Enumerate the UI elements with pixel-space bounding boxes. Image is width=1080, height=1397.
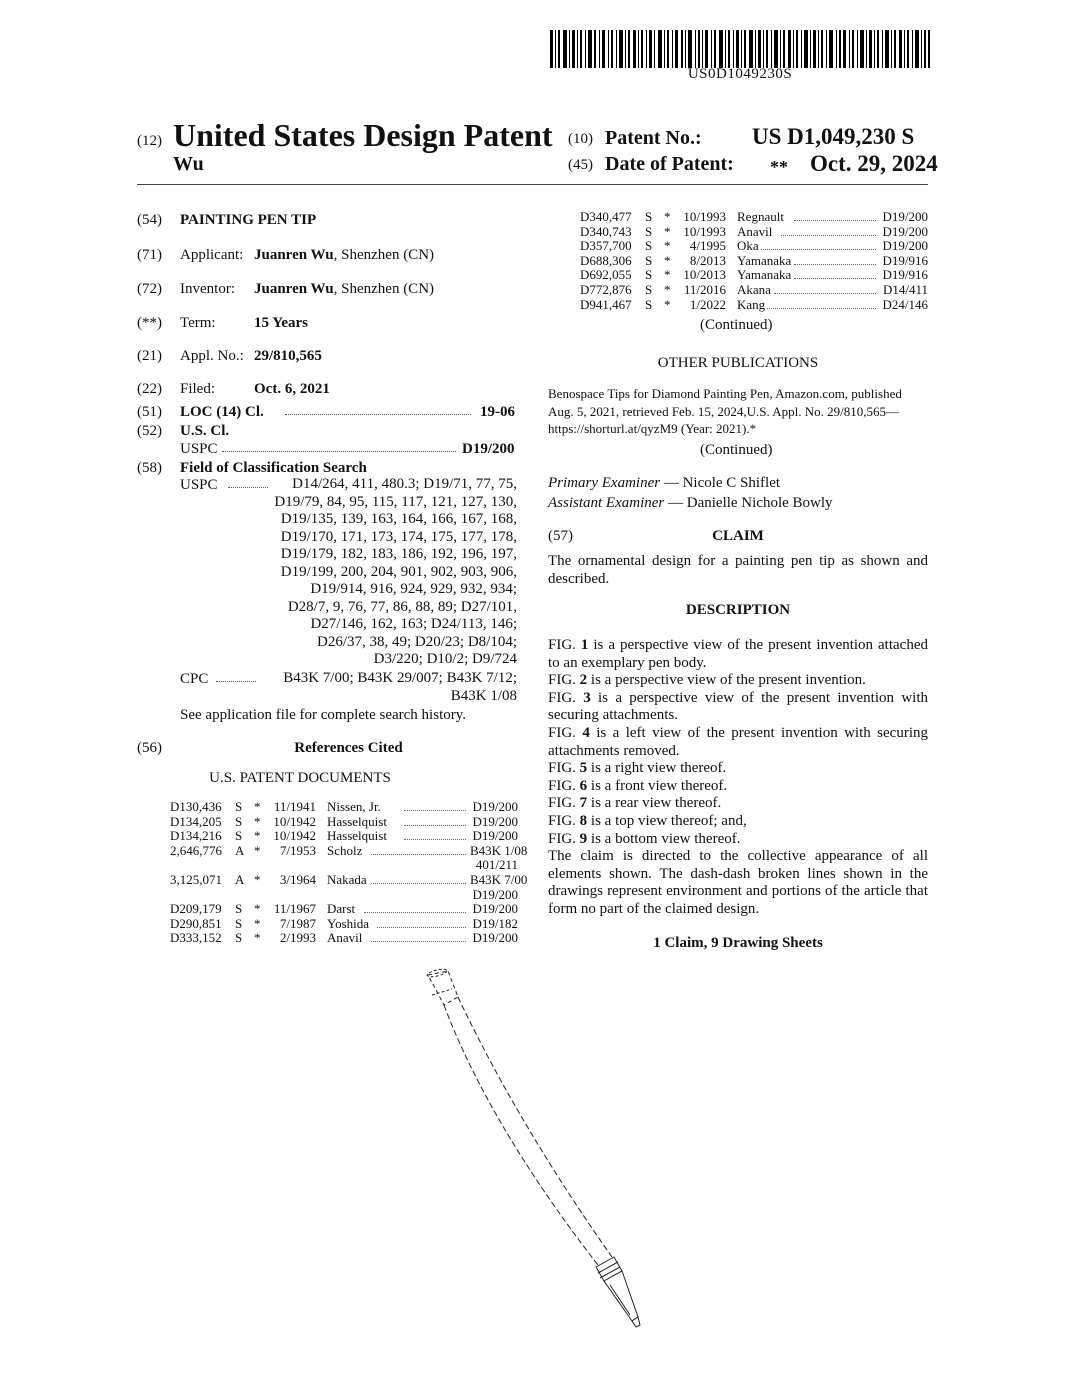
primary-examiner: Primary Examiner — Nicole C Shiflet xyxy=(548,475,781,491)
field-52-code: (52) xyxy=(137,423,162,439)
ref-number: D772,876 xyxy=(580,282,632,297)
field-56-code: (56) xyxy=(137,740,162,756)
ref-name: Regnault xyxy=(737,209,784,224)
leader-dots xyxy=(404,815,466,826)
us-cl-label: U.S. Cl. xyxy=(180,423,230,439)
leader-dots xyxy=(404,829,466,840)
leader-dots xyxy=(371,873,466,884)
code-10: (10) xyxy=(568,131,593,147)
leader-dots xyxy=(794,210,876,221)
field-of-search-label: Field of Classification Search xyxy=(180,460,367,476)
applicant: Juanren Wu, Shenzhen (CN) xyxy=(254,247,435,263)
ref-date: 11/1941 xyxy=(273,799,316,814)
ref-kind: S xyxy=(645,282,653,297)
ref-date: 3/1964 xyxy=(279,872,316,887)
reference-row xyxy=(580,283,928,298)
ref-name: Nakada xyxy=(327,872,367,887)
ref-kind: S xyxy=(645,267,653,283)
search-uspc-line: D27/146, 162, 163; D24/113, 146; xyxy=(310,616,517,632)
ref-number: D290,851 xyxy=(170,915,222,931)
applicant-label: Applicant: xyxy=(180,247,244,263)
ref-star: * xyxy=(664,252,671,268)
ref-name: Akana xyxy=(737,282,771,297)
header-rule xyxy=(137,184,928,185)
reference-row xyxy=(580,298,928,313)
ref-name: Anavil xyxy=(737,223,773,239)
ref-date: 7/1953 xyxy=(279,842,316,858)
ref-name: Yamanaka xyxy=(737,267,792,283)
leader-dots xyxy=(794,254,876,265)
ref-date: 10/1993 xyxy=(683,223,726,239)
ref-name: Anavil xyxy=(327,930,363,946)
ref-class: D14/411 xyxy=(882,282,928,297)
ref-class: D19/200 xyxy=(472,901,518,917)
date-mark: ** xyxy=(770,157,788,177)
ref-star: * xyxy=(664,223,671,239)
term-value: 15 Years xyxy=(254,315,309,331)
ref-number: D333,152 xyxy=(170,930,222,946)
ref-class: D19/200 xyxy=(472,886,518,902)
figure-description: FIG. 2 is a perspective view of the present invention. xyxy=(548,672,866,689)
ref-class: D19/200 xyxy=(882,238,928,254)
filed-date: Oct. 6, 2021 xyxy=(254,381,330,397)
field-54-code: (54) xyxy=(137,212,162,228)
ref-kind: S xyxy=(645,252,653,268)
ref-star: * xyxy=(664,267,671,283)
reference-row xyxy=(580,210,928,225)
closing-statement: The claim is directed to the collective appearance of all elements shown. The dash-dash broken lines shown in the drawings represent environment and portions of the article that form no part of the claimed design. xyxy=(548,848,928,917)
search-uspc-line: D14/264, 411, 480.3; D19/71, 77, 75, xyxy=(292,476,517,492)
ref-name: Yoshida xyxy=(327,915,370,931)
references-table-left xyxy=(170,799,528,950)
date-of-patent-label: Date of Patent: xyxy=(605,153,734,175)
appl-no-label: Appl. No.: xyxy=(180,348,244,364)
ref-star: * xyxy=(254,799,261,814)
ref-number: D941,467 xyxy=(580,296,632,312)
continued-note: (Continued) xyxy=(700,317,773,333)
leader-dots xyxy=(285,414,471,415)
search-uspc-line: D26/37, 38, 49; D20/23; D8/104; xyxy=(316,633,517,650)
ref-date: 2/1993 xyxy=(279,930,316,946)
ref-date: 11/1967 xyxy=(273,901,316,917)
ref-class: B43K 7/00 xyxy=(470,872,528,887)
ref-class: D19/200 xyxy=(472,828,518,844)
ref-class: D19/200 xyxy=(882,209,928,224)
ref-number: D340,477 xyxy=(580,209,632,224)
publication-line: Aug. 5, 2021, retrieved Feb. 15, 2024,U.S. Appl. No. 29/810,565— xyxy=(548,403,899,419)
ref-kind: S xyxy=(235,813,243,829)
ref-number: D130,436 xyxy=(170,799,222,814)
ref-star: * xyxy=(254,842,261,858)
ref-date: 8/2013 xyxy=(689,252,726,268)
ref-number: D340,743 xyxy=(580,223,632,239)
reference-row xyxy=(580,239,928,254)
figure-description: FIG. 6 is a front view thereof. xyxy=(548,777,728,794)
ref-kind: S xyxy=(235,915,243,931)
search-uspc-line: D19/170, 171, 173, 174, 175, 177, 178, xyxy=(280,528,517,545)
ref-class: D19/200 xyxy=(472,930,518,946)
ref-kind: S xyxy=(645,296,653,312)
ref-star: * xyxy=(254,915,261,931)
search-history-note: See application file for complete search history. xyxy=(180,707,467,723)
ref-star: * xyxy=(254,828,261,844)
ref-class: D19/200 xyxy=(472,799,518,814)
ref-number: D357,700 xyxy=(580,238,632,254)
reference-row xyxy=(170,829,518,844)
ref-number: 2,646,776 xyxy=(170,842,222,858)
leader-dots xyxy=(377,917,466,928)
leader-dots xyxy=(404,800,466,811)
assistant-examiner: Assistant Examiner — Danielle Nichole Bowly xyxy=(548,495,833,511)
appl-no: 29/810,565 xyxy=(254,348,322,364)
leader-dots xyxy=(371,844,466,855)
publication-line: Benospace Tips for Diamond Painting Pen, Amazon.com, published xyxy=(548,386,902,401)
ref-star: * xyxy=(254,813,261,829)
ref-star: * xyxy=(664,238,671,254)
cpc-label: CPC xyxy=(180,671,209,687)
field-72-code: (72) xyxy=(137,281,162,297)
term-label: Term: xyxy=(180,315,216,331)
barcode-number: US0D1049230S xyxy=(687,66,793,82)
ref-number: D134,216 xyxy=(170,828,222,844)
ref-number: D688,306 xyxy=(580,252,632,268)
pen-drawing xyxy=(400,965,660,1335)
reference-row xyxy=(170,872,528,888)
ref-kind: S xyxy=(645,209,653,224)
continued-note: (Continued) xyxy=(700,442,773,458)
ref-star: * xyxy=(254,930,261,946)
field-21-code: (21) xyxy=(137,348,162,364)
leader-dots xyxy=(781,225,876,236)
references-table-right xyxy=(580,210,928,315)
ref-star: * xyxy=(664,209,671,224)
ref-star: * xyxy=(664,296,671,312)
ref-kind: S xyxy=(645,223,653,239)
ref-class: D19/916 xyxy=(882,252,928,268)
cpc-line: B43K 7/00; B43K 29/007; B43K 7/12; xyxy=(283,670,517,686)
ref-name: Darst xyxy=(327,901,356,917)
publication-line: https://shorturl.at/qyzM9 (Year: 2021).* xyxy=(548,421,757,436)
reference-row xyxy=(170,931,518,946)
loc-value: 19-06 xyxy=(480,404,515,420)
patent-number: US D1,049,230 S xyxy=(752,124,915,149)
description-body xyxy=(548,637,928,919)
description-heading: DESCRIPTION xyxy=(685,602,791,618)
inventor-label: Inventor: xyxy=(180,281,235,297)
code-45: (45) xyxy=(568,157,593,173)
leader-dots xyxy=(761,239,876,250)
ref-class: 401/211 xyxy=(475,857,518,873)
loc-label: LOC (14) Cl. xyxy=(180,404,264,420)
ref-date: 10/1993 xyxy=(683,209,726,224)
ref-kind: S xyxy=(645,238,653,254)
filed-label: Filed: xyxy=(180,381,216,397)
references-cited-heading: References Cited xyxy=(294,740,403,756)
ref-class: D19/200 xyxy=(882,223,928,239)
inventor: Juanren Wu, Shenzhen (CN) xyxy=(254,281,435,297)
ref-name: Kang xyxy=(737,296,766,312)
leader-dots xyxy=(222,451,456,452)
ref-name: Hasselquist xyxy=(327,828,387,844)
ref-name: Nissen, Jr. xyxy=(327,799,381,814)
ref-date: 4/1995 xyxy=(689,238,726,254)
leader-dots xyxy=(774,283,876,294)
reference-row xyxy=(170,842,528,859)
figure-description: FIG. 8 is a top view thereof; and, xyxy=(548,812,747,829)
figure-description: FIG. 1 is a perspective view of the present invention attached to an exemplary pen body. xyxy=(548,637,928,671)
claim-heading: CLAIM xyxy=(712,528,764,544)
figure-description: FIG. 3 is a perspective view of the present invention with securing attachments. xyxy=(548,689,928,724)
ref-class: D24/146 xyxy=(882,296,928,312)
ref-kind: A xyxy=(235,872,245,887)
claim-text: The ornamental design for a painting pen tip as shown and described. xyxy=(548,553,928,587)
barcode-graphic xyxy=(550,30,930,68)
ref-class: B43K 1/08 xyxy=(470,842,528,858)
field-51-code: (51) xyxy=(137,404,162,420)
ref-kind: S xyxy=(235,901,243,917)
ref-date: 10/2013 xyxy=(683,267,726,283)
us-patent-docs-heading: U.S. PATENT DOCUMENTS xyxy=(209,770,391,786)
figure-description: FIG. 4 is a left view of the present invention with securing attachments removed. xyxy=(548,724,928,759)
leader-dots xyxy=(371,931,466,942)
ref-date: 10/1942 xyxy=(273,813,316,829)
claims-sheets-count: 1 Claim, 9 Drawing Sheets xyxy=(653,935,823,951)
ref-class: D19/916 xyxy=(882,267,928,283)
search-uspc-line: D19/179, 182, 183, 186, 192, 196, 197, xyxy=(280,546,517,562)
ref-name: Scholz xyxy=(327,842,363,858)
ref-number: D209,179 xyxy=(170,901,222,917)
search-uspc-line: D19/199, 200, 204, 901, 902, 903, 906, xyxy=(280,563,517,580)
other-publications xyxy=(548,385,930,438)
search-uspc-label: USPC xyxy=(180,477,218,493)
ref-star: * xyxy=(254,901,261,917)
ref-number: D134,205 xyxy=(170,813,222,829)
ref-star: * xyxy=(664,282,671,297)
uspc-label: USPC xyxy=(180,441,218,457)
other-publications-heading: OTHER PUBLICATIONS xyxy=(657,355,819,371)
field-22-code: (22) xyxy=(137,381,162,397)
ref-date: 10/1942 xyxy=(273,828,316,844)
field-71-code: (71) xyxy=(137,247,162,263)
figure-description: FIG. 9 is a bottom view thereof. xyxy=(548,830,741,847)
invention-title: PAINTING PEN TIP xyxy=(180,212,317,228)
field-term-code: (**) xyxy=(137,315,162,331)
ref-kind: A xyxy=(235,842,245,858)
ref-date: 11/2016 xyxy=(683,282,726,297)
leader-dots xyxy=(767,298,876,309)
figure-description: FIG. 5 is a right view thereof. xyxy=(548,760,727,777)
code-12: (12) xyxy=(137,133,162,149)
ref-name: Yamanaka xyxy=(737,252,792,268)
patent-number-label: Patent No.: xyxy=(605,127,702,149)
ref-class: D19/200 xyxy=(472,813,518,829)
ref-date: 1/2022 xyxy=(689,296,726,312)
ref-star: * xyxy=(254,872,261,887)
ref-name: Oka xyxy=(737,238,759,254)
claim-code: (57) xyxy=(548,528,573,544)
patent-date: Oct. 29, 2024 xyxy=(810,151,938,176)
ref-name: Hasselquist xyxy=(327,813,387,829)
figure-description: FIG. 7 is a rear view thereof. xyxy=(548,795,722,812)
reference-row xyxy=(170,800,518,815)
inventor-short: Wu xyxy=(173,153,204,175)
ref-number: 3,125,071 xyxy=(170,872,222,887)
leader-dots xyxy=(794,268,876,279)
uspc-value: D19/200 xyxy=(462,441,515,457)
search-uspc-line: D28/7, 9, 76, 77, 86, 88, 89; D27/101, xyxy=(287,598,517,615)
ref-kind: S xyxy=(235,828,243,844)
ref-kind: S xyxy=(235,799,243,814)
document-title: United States Design Patent xyxy=(173,117,553,153)
ref-kind: S xyxy=(235,930,243,946)
search-uspc-line: D19/79, 84, 95, 115, 117, 121, 127, 130, xyxy=(274,493,517,510)
leader-dots xyxy=(364,902,466,913)
cpc-line: B43K 1/08 xyxy=(450,687,517,704)
reference-row xyxy=(170,902,518,917)
search-uspc-line: D19/914, 916, 924, 929, 932, 934; xyxy=(310,581,517,597)
ref-number: D692,055 xyxy=(580,267,632,283)
ref-class: D19/182 xyxy=(472,915,518,931)
ref-date: 7/1987 xyxy=(279,915,316,931)
search-uspc-line: D19/135, 139, 163, 164, 166, 167, 168, xyxy=(280,511,517,527)
search-uspc-line: D3/220; D10/2; D9/724 xyxy=(373,651,517,667)
field-58-code: (58) xyxy=(137,460,162,476)
